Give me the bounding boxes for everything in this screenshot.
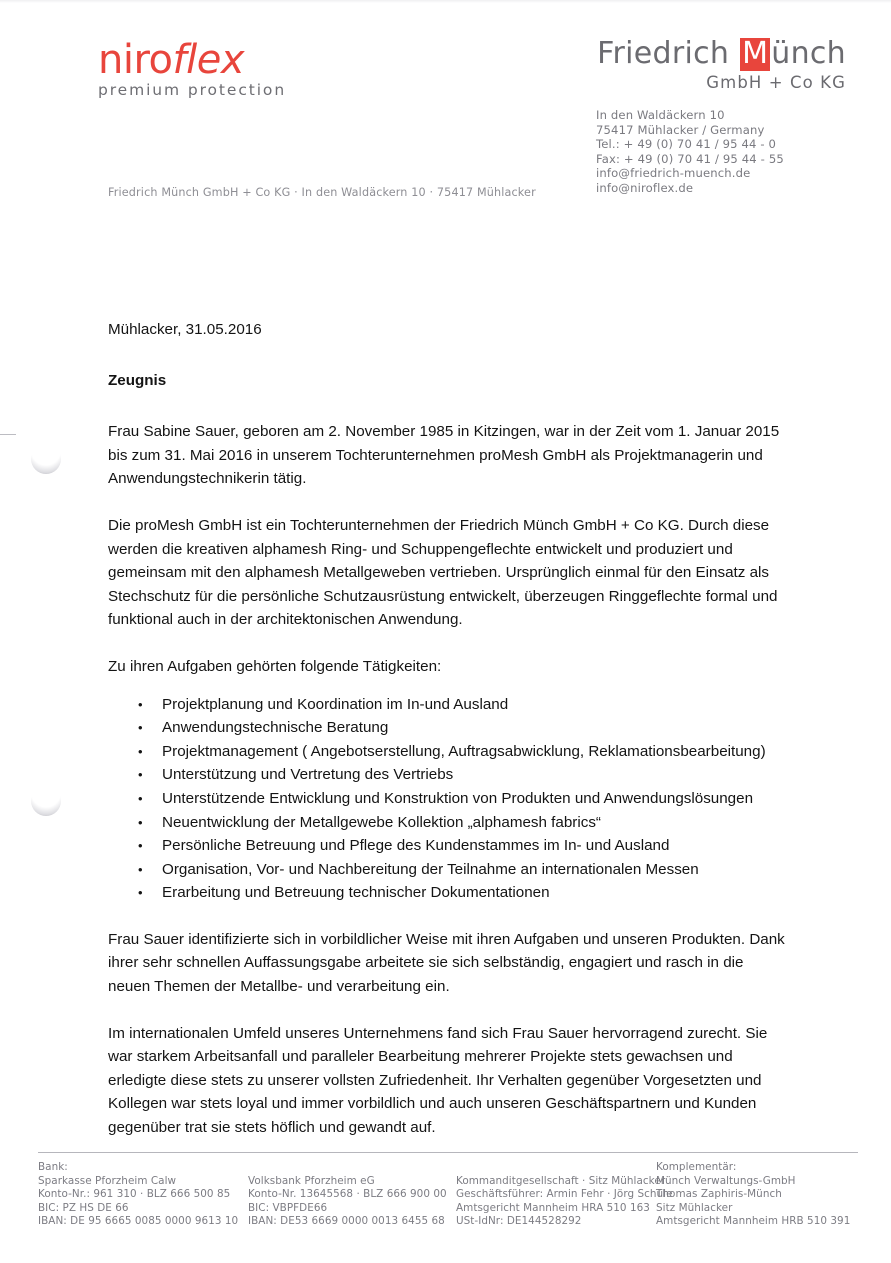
list-item: • Persönliche Betreuung und Pflege des Kundenstammes im In- und Ausland [162,834,788,858]
list-item: • Erarbeitung und Betreuung technischer Dokumentationen [162,881,788,905]
contact-fax: Fax: + 49 (0) 70 41 / 95 44 - 55 [596,151,784,166]
contact-street: In den Waldäckern 10 [596,108,725,122]
muench-wordmark [596,38,846,71]
list-item: • Anwendungstechnische Beratung [162,716,788,740]
punch-hole-mark-top [31,444,61,474]
list-item: • Unterstützung und Vertretung des Vertriebs [162,763,788,787]
list-item: • Unterstützende Entwicklung und Konstruktion von Produkten und Anwendungslösungen [162,787,788,811]
muench-wordmark-friedrich: Friedrich [597,36,740,71]
contact-email-muench: info@friedrich-muench.de [596,166,751,181]
niroflex-logo [98,37,398,99]
contact-city: 75417 Mühlacker / Germany [596,122,765,137]
contact-block [596,108,784,196]
footer-line: BIC: VBPFDE66 [248,1201,328,1214]
list-item: • Neuentwicklung der Metallgewebe Kollektion „alphamesh fabrics“ [162,811,788,835]
footer-line: Konto-Nr.: 961 310 · BLZ 666 500 85 [38,1188,231,1201]
niroflex-tagline: premium protection [98,81,287,99]
muench-legal-form: GmbH + Co KG [706,73,846,93]
list-item: • Projektplanung und Koordination im In-und Ausland [162,693,788,717]
footer-line [456,1161,656,1175]
footer-line: Geschäftsführer: Armin Fehr · Jörg Schüle [456,1188,673,1201]
tasks-list [108,693,788,905]
friedrich-muench-logo [596,38,846,92]
footer-line: USt-IdNr: DE144528292 [456,1215,582,1228]
footer-column-bank-volksbank [248,1161,456,1229]
niroflex-wordmark-niro: niro [98,37,173,83]
footer-line: Kommanditgesellschaft · Sitz Mühlacker [456,1174,666,1187]
fold-mark [0,434,16,435]
footer-column-company-register [456,1161,673,1229]
paragraph-performance: Frau Sauer identifizierte sich in vorbildlicher Weise mit ihren Aufgaben und unseren Produkten. Dank ihrer sehr schnellen Auffassungsgabe arbeitete sie sich selbständig, engagiert und rasch in die neuen Themen der Metallbe- und verarbeitung ein. [108,930,785,996]
paragraph-company-description: Die proMesh GmbH ist ein Tochterunternehmen der Friedrich Münch GmbH + Co KG. Durch diese werden die kreativen alphamesh Ring- und Schuppengeflechte entwickelt und produziert und gemeinsam mit den alphamesh Metallgeweben vertrieben. Ursprünglich einmal für den Einsatz als Stechschutz für die persönliche Schutzausrüstung entwickelt, überzeugen Ringgeflechte formal und funktional auch in der architektonischen Anwendung. [108,516,778,629]
footer-line: Sparkasse Pforzheim Calw [38,1174,177,1187]
footer-line: Konto-Nr. 13645568 · BLZ 666 900 00 [248,1188,447,1201]
footer-divider [38,1152,858,1153]
letterhead [0,0,891,215]
niroflex-wordmark [98,37,398,83]
footer-line: Thomas Zaphiris-Münch [656,1188,782,1201]
footer-line: Volksbank Pforzheim eG [248,1174,375,1187]
footer-column-komplementaer [656,1161,858,1229]
page-title: Zeugnis [108,371,167,389]
muench-wordmark-uench: ünch [771,36,846,71]
footer-line: Münch Verwaltungs-GmbH [656,1174,796,1187]
list-item: • Organisation, Vor- und Nachbereitung der Teilnahme an internationalen Messen [162,858,788,882]
niroflex-wordmark-flex: flex [172,37,244,83]
footer-line: Sitz Mühlacker [656,1201,733,1214]
sender-address-line: Friedrich Münch GmbH + Co KG · In den Waldäckern 10 · 75417 Mühlacker [108,186,536,199]
contact-email-niroflex: info@niroflex.de [596,180,694,195]
footer-line: Komplementär: [656,1161,737,1173]
footer-line: IBAN: DE 95 6665 0085 0000 9613 10 [38,1215,239,1228]
page-footer [38,1152,858,1229]
tasks-lead-in: Zu ihren Aufgaben gehörten folgende Tätigkeiten: [108,657,442,675]
footer-column-bank-sparkasse [38,1161,248,1229]
footer-line: Bank: [38,1161,68,1173]
footer-line: IBAN: DE53 6669 0000 0013 6455 68 [248,1215,445,1228]
footer-line [248,1161,456,1175]
list-item: • Projektmanagement ( Angebotserstellung, Auftragsabwicklung, Reklamationsbearbeitung) [162,740,788,764]
footer-line: Amtsgericht Mannheim HRB 510 391 [656,1215,851,1228]
paragraph-employment-period: Frau Sabine Sauer, geboren am 2. November 1985 in Kitzingen, war in der Zeit vom 1. Januar 2015 bis zum 31. Mai 2016 in unserem Tochterunternehmen proMesh GmbH als Projektmanagerin und Anwendungstechnikerin tätig. [108,423,780,488]
footer-line: BIC: PZ HS DE 66 [38,1201,129,1214]
footer-line: Amtsgericht Mannheim HRA 510 163 [456,1201,650,1214]
paragraph-conduct: Im internationalen Umfeld unseres Unternehmens fand sich Frau Sauer hervorragend zurecht. Sie war starkem Arbeitsanfall und paralleler Bearbeitung mehrerer Projekte stets gewachsen und erledigte diese stets zu unserer vollsten Zufriedenheit. Ihr Verhalten gegenüber Vorgesetzten und Kollegen war stets loyal und immer vorbildlich und auch unseren Geschäftspartnern und Kunden gegenüber trat sie stets höflich und gewandt auf. [108,1024,768,1137]
punch-hole-mark-bottom [31,786,61,816]
contact-phone: Tel.: + 49 (0) 70 41 / 95 44 - 0 [596,137,777,152]
muench-wordmark-m-badge: M [742,36,769,71]
footer-columns [38,1161,858,1229]
date-line: Mühlacker, 31.05.2016 [108,321,262,338]
letter-body [108,318,788,1163]
